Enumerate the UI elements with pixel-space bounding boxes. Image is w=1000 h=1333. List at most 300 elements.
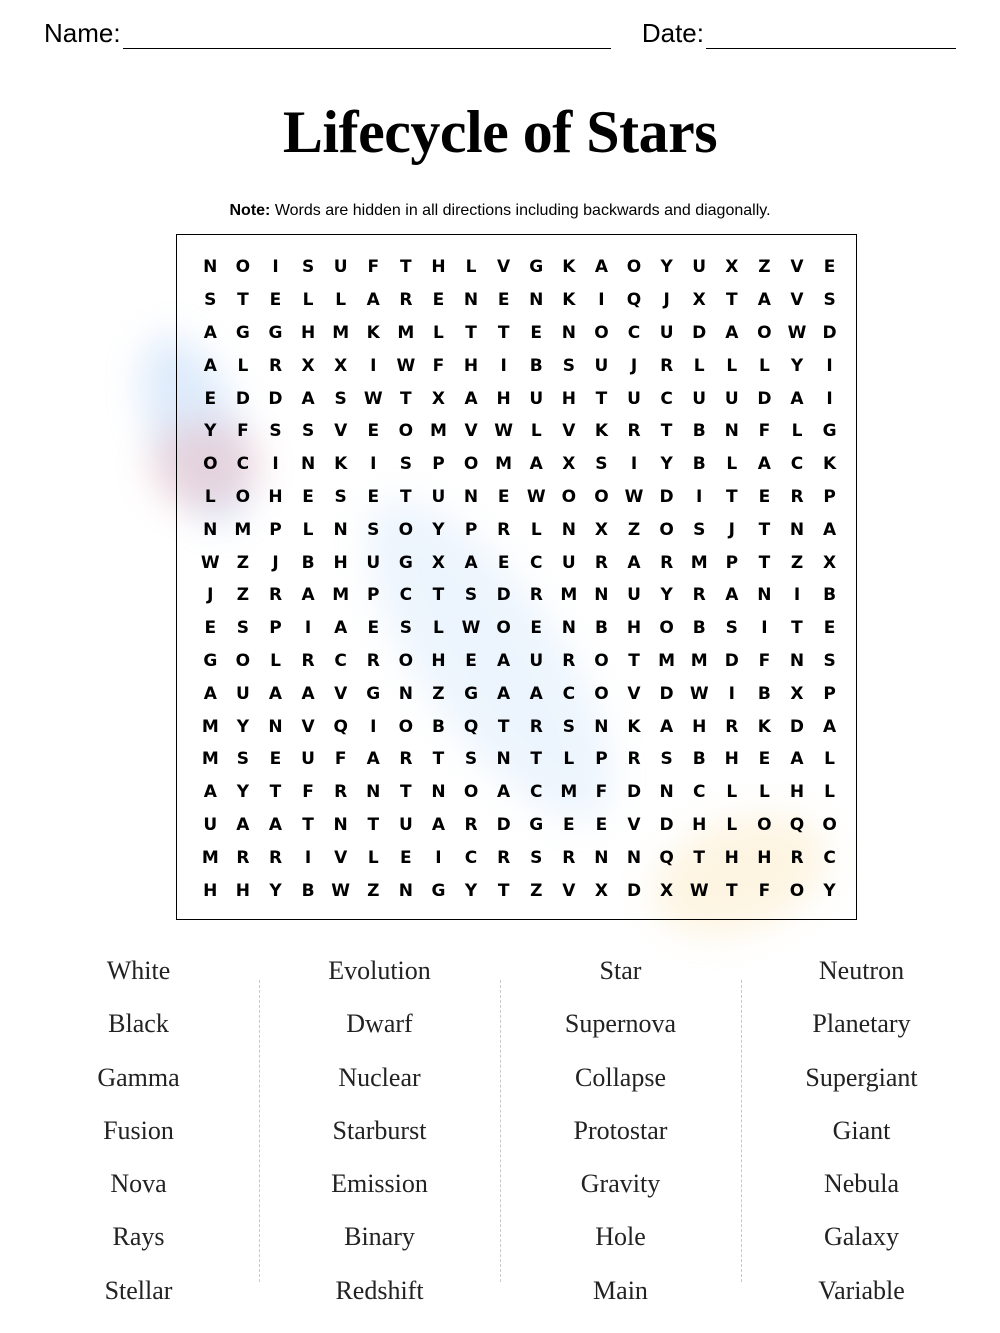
grid-letter[interactable]: Z xyxy=(432,683,445,704)
grid-letter[interactable]: N xyxy=(398,683,413,704)
grid-letter[interactable]: H xyxy=(463,355,479,376)
grid-letter[interactable]: L xyxy=(824,749,835,770)
grid-letter[interactable]: D xyxy=(724,650,739,671)
grid-letter[interactable]: N xyxy=(789,519,805,540)
grid-letter[interactable]: E xyxy=(432,290,445,311)
grid-letter[interactable]: T xyxy=(497,880,510,901)
grid-letter[interactable]: U xyxy=(692,388,707,409)
grid-letter[interactable]: T xyxy=(497,322,510,343)
grid-letter[interactable]: U xyxy=(594,355,609,376)
grid-letter[interactable]: Q xyxy=(659,847,674,868)
grid-letter[interactable]: M xyxy=(560,782,578,803)
grid-letter[interactable]: F xyxy=(334,749,347,770)
grid-letter[interactable]: A xyxy=(334,618,348,639)
grid-letter[interactable]: T xyxy=(758,552,771,573)
grid-letter[interactable]: S xyxy=(823,290,836,311)
grid-letter[interactable]: Z xyxy=(530,880,543,901)
grid-letter[interactable]: S xyxy=(595,454,608,475)
grid-letter[interactable]: M xyxy=(234,519,252,540)
grid-letter[interactable]: L xyxy=(367,847,379,868)
grid-letter[interactable]: Y xyxy=(464,880,478,901)
grid-letter[interactable]: O xyxy=(659,519,674,540)
grid-letter[interactable]: O xyxy=(594,650,609,671)
grid-letter[interactable]: N xyxy=(626,847,642,868)
grid-letter[interactable]: K xyxy=(627,716,641,737)
grid-letter[interactable]: O xyxy=(757,322,772,343)
grid-letter[interactable]: Y xyxy=(236,782,250,803)
grid-letter[interactable]: A xyxy=(268,814,283,835)
grid-letter[interactable]: A xyxy=(822,519,837,540)
grid-letter[interactable]: O xyxy=(659,618,674,639)
grid-letter[interactable]: D xyxy=(496,814,511,835)
grid-letter[interactable]: O xyxy=(463,782,479,803)
grid-letter[interactable]: M xyxy=(429,421,447,442)
grid-letter[interactable]: X xyxy=(431,388,445,409)
grid-letter[interactable]: G xyxy=(464,683,479,704)
grid-letter[interactable]: E xyxy=(269,749,282,770)
grid-letter[interactable]: R xyxy=(594,552,608,573)
grid-letter[interactable]: T xyxy=(432,749,445,770)
grid-letter[interactable]: O xyxy=(235,486,251,507)
grid-letter[interactable]: I xyxy=(826,355,833,376)
grid-letter[interactable]: R xyxy=(497,847,511,868)
grid-letter[interactable]: L xyxy=(530,519,542,540)
grid-letter[interactable]: B xyxy=(692,618,706,639)
grid-letter[interactable]: I xyxy=(598,290,605,311)
grid-letter[interactable]: I xyxy=(304,618,312,639)
grid-letter[interactable]: E xyxy=(497,552,510,573)
grid-letter[interactable]: O xyxy=(398,421,414,442)
grid-letter[interactable]: S xyxy=(530,847,543,868)
grid-letter[interactable]: L xyxy=(270,650,281,671)
grid-letter[interactable]: V xyxy=(627,814,641,835)
grid-letter[interactable]: S xyxy=(301,421,315,442)
grid-letter[interactable]: B xyxy=(529,355,543,376)
grid-letter[interactable]: I xyxy=(500,355,507,376)
grid-letter[interactable]: V xyxy=(790,290,804,311)
grid-letter[interactable]: T xyxy=(465,322,477,343)
grid-letter[interactable]: K xyxy=(822,454,837,475)
grid-letter[interactable]: B xyxy=(692,421,706,442)
name-blank-line[interactable] xyxy=(123,20,611,49)
grid-letter[interactable]: E xyxy=(758,486,771,507)
grid-letter[interactable]: O xyxy=(235,257,251,278)
grid-letter[interactable]: H xyxy=(431,650,446,671)
grid-letter[interactable]: E xyxy=(302,486,314,507)
grid-letter[interactable]: D xyxy=(789,716,805,737)
grid-letter[interactable]: T xyxy=(725,880,738,901)
grid-letter[interactable]: P xyxy=(464,519,478,540)
grid-letter[interactable]: B xyxy=(301,880,315,901)
grid-letter[interactable]: J xyxy=(630,355,638,376)
grid-letter[interactable]: G xyxy=(529,257,544,278)
grid-letter[interactable]: C xyxy=(529,552,543,573)
grid-letter[interactable]: L xyxy=(433,322,444,343)
grid-letter[interactable]: A xyxy=(464,552,478,573)
grid-letter[interactable]: W xyxy=(787,322,807,343)
grid-letter[interactable]: F xyxy=(758,421,771,442)
grid-letter[interactable]: D xyxy=(626,880,642,901)
grid-letter[interactable]: D xyxy=(659,486,674,507)
grid-letter[interactable]: T xyxy=(725,290,738,311)
grid-letter[interactable]: R xyxy=(627,421,641,442)
grid-letter[interactable]: B xyxy=(757,683,771,704)
grid-letter[interactable]: D xyxy=(626,782,642,803)
grid-letter[interactable]: N xyxy=(561,618,576,639)
grid-letter[interactable]: N xyxy=(594,716,609,737)
grid-letter[interactable]: B xyxy=(823,585,837,606)
grid-letter[interactable]: W xyxy=(689,683,709,704)
grid-letter[interactable]: E xyxy=(269,290,282,311)
grid-letter[interactable]: L xyxy=(726,814,738,835)
grid-letter[interactable]: B xyxy=(594,618,608,639)
grid-letter[interactable]: O xyxy=(398,716,414,737)
grid-letter[interactable]: N xyxy=(366,782,381,803)
grid-letter[interactable]: H xyxy=(724,749,739,770)
grid-letter[interactable]: A xyxy=(627,552,641,573)
grid-letter[interactable]: Z xyxy=(758,257,771,278)
grid-letter[interactable]: N xyxy=(529,290,544,311)
grid-letter[interactable]: A xyxy=(203,355,217,376)
grid-letter[interactable]: M xyxy=(560,585,578,606)
grid-letter[interactable]: M xyxy=(495,454,513,475)
grid-letter[interactable]: B xyxy=(692,749,706,770)
grid-letter[interactable]: W xyxy=(689,880,709,901)
grid-letter[interactable]: U xyxy=(235,683,250,704)
grid-letter[interactable]: L xyxy=(237,355,249,376)
grid-letter[interactable]: A xyxy=(366,290,380,311)
grid-letter[interactable]: I xyxy=(272,257,279,278)
grid-letter[interactable]: D xyxy=(692,322,707,343)
grid-letter[interactable]: O xyxy=(822,814,837,835)
grid-letter[interactable]: D xyxy=(496,585,511,606)
grid-letter[interactable]: N xyxy=(431,782,446,803)
grid-letter[interactable]: X xyxy=(660,880,674,901)
grid-letter[interactable]: T xyxy=(660,421,673,442)
grid-letter[interactable]: Y xyxy=(432,519,445,540)
grid-letter[interactable]: Z xyxy=(627,519,641,540)
grid-letter[interactable]: Y xyxy=(660,454,673,475)
grid-letter[interactable]: S xyxy=(562,355,575,376)
grid-letter[interactable]: O xyxy=(594,322,609,343)
grid-letter[interactable]: D xyxy=(268,388,283,409)
grid-letter[interactable]: C xyxy=(692,782,706,803)
grid-letter[interactable]: S xyxy=(367,519,380,540)
grid-letter[interactable]: C xyxy=(529,782,543,803)
grid-letter[interactable]: R xyxy=(399,290,413,311)
grid-letter[interactable]: U xyxy=(724,388,739,409)
grid-letter[interactable]: A xyxy=(301,683,315,704)
grid-letter[interactable]: N xyxy=(463,486,479,507)
grid-letter[interactable]: E xyxy=(758,749,771,770)
grid-letter[interactable]: A xyxy=(203,782,217,803)
grid-letter[interactable]: H xyxy=(496,388,511,409)
grid-letter[interactable]: C xyxy=(660,388,673,409)
grid-letter[interactable]: E xyxy=(367,421,380,442)
grid-letter[interactable]: P xyxy=(725,552,739,573)
grid-letter[interactable]: Y xyxy=(269,880,282,901)
grid-letter[interactable]: I xyxy=(304,847,312,868)
grid-letter[interactable]: A xyxy=(497,650,511,671)
grid-letter[interactable]: A xyxy=(236,814,250,835)
grid-letter[interactable]: I xyxy=(761,618,768,639)
grid-letter[interactable]: N xyxy=(561,519,576,540)
grid-letter[interactable]: W xyxy=(200,552,220,573)
grid-letter[interactable]: L xyxy=(335,290,347,311)
grid-letter[interactable]: S xyxy=(334,486,347,507)
grid-letter[interactable]: R xyxy=(790,847,804,868)
grid-letter[interactable]: N xyxy=(203,257,218,278)
grid-letter[interactable]: T xyxy=(400,486,412,507)
grid-letter[interactable]: S xyxy=(204,290,217,311)
grid-letter[interactable]: S xyxy=(562,716,575,737)
grid-letter[interactable]: H xyxy=(692,814,707,835)
grid-letter[interactable]: W xyxy=(624,486,644,507)
grid-letter[interactable]: F xyxy=(758,650,771,671)
grid-letter[interactable]: J xyxy=(207,585,214,606)
grid-letter[interactable]: L xyxy=(824,782,835,803)
grid-letter[interactable]: A xyxy=(725,585,739,606)
grid-letter[interactable]: I xyxy=(435,847,442,868)
date-field[interactable] xyxy=(642,18,956,49)
grid-letter[interactable]: U xyxy=(203,814,218,835)
grid-letter[interactable]: V xyxy=(790,257,804,278)
grid-letter[interactable]: A xyxy=(790,388,804,409)
grid-letter[interactable]: Z xyxy=(790,552,804,573)
grid-letter[interactable]: E xyxy=(823,257,836,278)
grid-letter[interactable]: O xyxy=(398,650,414,671)
grid-letter[interactable]: T xyxy=(400,782,412,803)
grid-letter[interactable]: S xyxy=(334,388,347,409)
grid-letter[interactable]: F xyxy=(302,782,314,803)
grid-letter[interactable]: S xyxy=(399,454,412,475)
grid-letter[interactable]: I xyxy=(370,716,377,737)
grid-letter[interactable]: A xyxy=(366,749,380,770)
grid-letter[interactable]: E xyxy=(204,388,217,409)
grid-letter[interactable]: L xyxy=(726,782,738,803)
grid-letter[interactable]: O xyxy=(594,486,609,507)
grid-letter[interactable]: L xyxy=(693,355,705,376)
grid-letter[interactable]: G xyxy=(431,880,446,901)
grid-letter[interactable]: R xyxy=(627,749,641,770)
grid-letter[interactable]: A xyxy=(203,322,217,343)
name-field[interactable] xyxy=(44,18,611,49)
grid-letter[interactable]: L xyxy=(530,421,542,442)
grid-letter[interactable]: K xyxy=(334,454,348,475)
grid-letter[interactable]: N xyxy=(463,290,479,311)
grid-letter[interactable]: R xyxy=(562,847,576,868)
grid-letter[interactable]: U xyxy=(627,585,641,606)
grid-letter[interactable]: X xyxy=(301,355,315,376)
grid-letter[interactable]: O xyxy=(398,519,414,540)
grid-letter[interactable]: A xyxy=(301,585,315,606)
grid-letter[interactable]: F xyxy=(758,880,771,901)
grid-letter[interactable]: E xyxy=(367,486,380,507)
grid-letter[interactable]: L xyxy=(758,355,770,376)
grid-letter[interactable]: P xyxy=(823,486,836,507)
grid-letter[interactable]: V xyxy=(627,683,641,704)
grid-letter[interactable]: F xyxy=(237,421,249,442)
grid-letter[interactable]: M xyxy=(332,322,350,343)
grid-letter[interactable]: H xyxy=(757,847,772,868)
grid-letter[interactable]: Y xyxy=(660,257,673,278)
grid-letter[interactable]: C xyxy=(464,847,478,868)
grid-letter[interactable]: A xyxy=(529,683,543,704)
grid-letter[interactable]: M xyxy=(658,650,676,671)
grid-letter[interactable]: K xyxy=(562,290,576,311)
grid-letter[interactable]: L xyxy=(758,782,770,803)
grid-letter[interactable]: A xyxy=(268,683,283,704)
grid-letter[interactable]: G xyxy=(529,814,544,835)
grid-letter[interactable]: H xyxy=(235,880,250,901)
grid-letter[interactable]: U xyxy=(529,650,544,671)
grid-letter[interactable]: O xyxy=(789,880,805,901)
grid-letter[interactable]: T xyxy=(628,650,640,671)
grid-letter[interactable]: G xyxy=(822,421,837,442)
grid-letter[interactable]: U xyxy=(398,814,413,835)
grid-letter[interactable]: N xyxy=(333,519,348,540)
grid-letter[interactable]: T xyxy=(497,716,510,737)
grid-letter[interactable]: G xyxy=(268,322,283,343)
date-blank-line[interactable] xyxy=(706,20,956,49)
grid-letter[interactable]: L xyxy=(302,290,314,311)
grid-letter[interactable]: A xyxy=(529,454,543,475)
grid-letter[interactable]: U xyxy=(301,749,315,770)
grid-letter[interactable]: E xyxy=(497,290,510,311)
grid-letter[interactable]: R xyxy=(562,650,576,671)
grid-letter[interactable]: S xyxy=(823,650,836,671)
grid-letter[interactable]: A xyxy=(660,716,674,737)
grid-letter[interactable]: H xyxy=(561,388,576,409)
grid-letter[interactable]: K xyxy=(594,421,609,442)
grid-letter[interactable]: X xyxy=(334,355,348,376)
grid-letter[interactable]: M xyxy=(201,847,219,868)
grid-letter[interactable]: I xyxy=(272,454,279,475)
grid-letter[interactable]: N xyxy=(594,585,609,606)
grid-letter[interactable]: V xyxy=(562,421,576,442)
grid-letter[interactable]: Y xyxy=(204,421,217,442)
grid-letter[interactable]: O xyxy=(561,486,577,507)
grid-letter[interactable]: W xyxy=(331,880,351,901)
grid-letter[interactable]: T xyxy=(302,814,314,835)
grid-letter[interactable]: U xyxy=(659,322,674,343)
grid-letter[interactable]: A xyxy=(790,749,804,770)
grid-letter[interactable]: W xyxy=(494,421,514,442)
grid-letter[interactable]: R xyxy=(268,847,283,868)
grid-letter[interactable]: N xyxy=(789,650,805,671)
grid-letter[interactable]: N xyxy=(203,519,218,540)
grid-letter[interactable]: M xyxy=(201,749,219,770)
grid-letter[interactable]: A xyxy=(301,388,315,409)
grid-letter[interactable]: P xyxy=(823,683,836,704)
grid-letter[interactable]: V xyxy=(334,847,348,868)
grid-letter[interactable]: E xyxy=(595,814,608,835)
grid-letter[interactable]: V xyxy=(464,421,478,442)
grid-letter[interactable]: X xyxy=(562,454,576,475)
grid-letter[interactable]: C xyxy=(562,683,576,704)
grid-letter[interactable]: A xyxy=(725,322,739,343)
grid-letter[interactable]: V xyxy=(497,257,511,278)
grid-letter[interactable]: N xyxy=(398,880,413,901)
grid-letter[interactable]: Q xyxy=(626,290,642,311)
grid-letter[interactable]: X xyxy=(431,552,445,573)
grid-letter[interactable]: F xyxy=(595,782,608,803)
grid-letter[interactable]: T xyxy=(432,585,445,606)
grid-letter[interactable]: Q xyxy=(789,814,805,835)
grid-letter[interactable]: H xyxy=(431,257,446,278)
grid-letter[interactable]: R xyxy=(236,847,250,868)
grid-letter[interactable]: R xyxy=(399,749,413,770)
grid-letter[interactable]: T xyxy=(693,847,705,868)
grid-letter[interactable]: W xyxy=(461,618,481,639)
grid-letter[interactable]: L xyxy=(433,618,444,639)
grid-letter[interactable]: J xyxy=(272,552,279,573)
grid-letter[interactable]: D xyxy=(235,388,250,409)
grid-letter[interactable]: R xyxy=(497,519,511,540)
grid-letter[interactable]: N xyxy=(757,585,772,606)
grid-letter[interactable]: K xyxy=(366,322,380,343)
grid-letter[interactable]: Q xyxy=(333,716,348,737)
grid-letter[interactable]: C xyxy=(627,322,641,343)
grid-letter[interactable]: F xyxy=(367,257,380,278)
grid-letter[interactable]: H xyxy=(333,552,348,573)
grid-letter[interactable]: K xyxy=(757,716,771,737)
grid-letter[interactable]: R xyxy=(334,782,348,803)
grid-letter[interactable]: L xyxy=(302,519,314,540)
grid-letter[interactable]: S xyxy=(660,749,673,770)
grid-letter[interactable]: C xyxy=(823,847,836,868)
grid-letter[interactable]: G xyxy=(235,322,250,343)
grid-letter[interactable]: E xyxy=(465,650,477,671)
grid-letter[interactable]: U xyxy=(561,552,576,573)
grid-letter[interactable]: X xyxy=(594,519,608,540)
grid-letter[interactable]: A xyxy=(594,257,608,278)
grid-letter[interactable]: B xyxy=(692,454,706,475)
grid-letter[interactable]: T xyxy=(237,290,249,311)
grid-letter[interactable]: A xyxy=(203,683,217,704)
grid-letter[interactable]: U xyxy=(627,388,641,409)
grid-letter[interactable]: X xyxy=(725,257,739,278)
grid-letter[interactable]: E xyxy=(530,618,543,639)
grid-letter[interactable]: I xyxy=(370,355,377,376)
grid-letter[interactable]: N xyxy=(496,749,511,770)
grid-letter[interactable]: I xyxy=(370,454,377,475)
grid-letter[interactable]: I xyxy=(826,388,833,409)
grid-letter[interactable]: R xyxy=(268,355,283,376)
grid-letter[interactable]: G xyxy=(366,683,381,704)
grid-letter[interactable]: N xyxy=(268,716,283,737)
grid-letter[interactable]: A xyxy=(757,290,771,311)
grid-letter[interactable]: A xyxy=(497,683,511,704)
grid-letter[interactable]: S xyxy=(464,749,478,770)
grid-letter[interactable]: T xyxy=(791,618,803,639)
grid-letter[interactable]: A xyxy=(464,388,478,409)
grid-letter[interactable]: T xyxy=(725,486,738,507)
grid-letter[interactable]: X xyxy=(594,880,608,901)
grid-letter[interactable]: D xyxy=(659,814,674,835)
grid-letter[interactable]: M xyxy=(332,585,350,606)
grid-letter[interactable]: W xyxy=(363,388,383,409)
grid-letter[interactable]: R xyxy=(529,585,543,606)
grid-letter[interactable]: R xyxy=(692,585,706,606)
grid-letter[interactable]: H xyxy=(300,322,316,343)
grid-letter[interactable]: R xyxy=(301,650,315,671)
grid-letter[interactable]: E xyxy=(400,847,412,868)
grid-letter[interactable]: A xyxy=(497,782,511,803)
grid-letter[interactable]: I xyxy=(630,454,638,475)
grid-letter[interactable]: Z xyxy=(236,552,250,573)
grid-letter[interactable]: H xyxy=(789,782,805,803)
